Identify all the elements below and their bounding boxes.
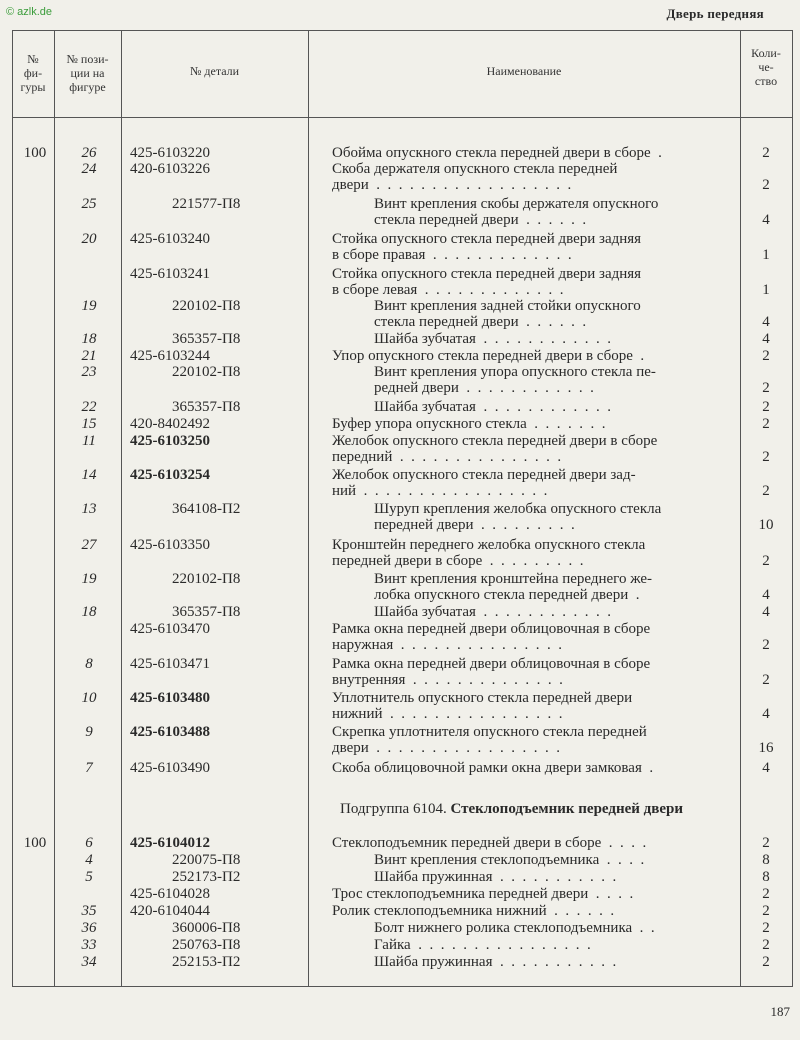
position-number: 9	[85, 724, 93, 740]
quantity-value: 4	[762, 604, 770, 620]
quantity-value	[744, 537, 788, 553]
quantity-value: 2	[762, 835, 770, 851]
detail-number: 420-8402492	[130, 416, 210, 432]
part-name-line: нижний . . . . . . . . . . . . . . . .	[332, 706, 563, 722]
quantity-value: 2	[762, 399, 770, 415]
position-number: 10	[81, 690, 97, 706]
quantity-value: 8	[762, 869, 770, 885]
part-name-line: Винт крепления кронштейна переднего же-	[374, 571, 653, 587]
part-name	[332, 433, 736, 465]
detail-number: 220102-П8	[172, 571, 241, 587]
position-number: 4	[85, 852, 93, 868]
header-name: Наименование	[486, 64, 562, 78]
quantity	[744, 399, 788, 415]
quantity-value	[744, 231, 788, 247]
part-name-line: Гайка . . . . . . . . . . . . . . . .	[374, 937, 591, 953]
quantity-value	[744, 266, 788, 282]
position-number: 14	[81, 467, 97, 483]
quantity	[744, 760, 788, 776]
position-number: 18	[81, 331, 97, 347]
table-header-rule	[12, 117, 792, 118]
part-name-line: Рамка окна передней двери облицовочная в сборе	[332, 621, 651, 637]
detail-number: 425-6103471	[130, 656, 210, 672]
quantity	[744, 467, 788, 499]
detail-number: 425-6103480	[130, 690, 210, 706]
quantity	[744, 196, 788, 228]
part-name-line: стекла передней двери . . . . . .	[374, 212, 587, 228]
part-name	[332, 760, 736, 776]
detail-number: 425-6103220	[130, 145, 210, 161]
quantity	[744, 903, 788, 919]
subgroup-label: Подгруппа 6104.	[340, 801, 447, 817]
position-number: 5	[85, 869, 93, 885]
detail-number: 365357-П8	[172, 604, 241, 620]
part-name-line: Стойка опускного стекла передней двери задняя	[332, 231, 642, 247]
detail-number: 252173-П2	[172, 869, 241, 885]
header-detail-number: № детали	[189, 64, 240, 78]
detail-number: 425-6103470	[130, 621, 210, 637]
quantity-value	[744, 501, 788, 517]
part-name-line: Стойка опускного стекла передней двери задняя	[332, 266, 642, 282]
quantity	[744, 161, 788, 193]
quantity	[744, 331, 788, 347]
figure-number: 100	[23, 145, 47, 161]
part-name-line: в сборе правая . . . . . . . . . . . . .	[332, 247, 572, 263]
detail-number: 425-6103240	[130, 231, 210, 247]
part-name-line: Уплотнитель опускного стекла передней двери	[332, 690, 633, 706]
quantity-value: 2	[762, 672, 770, 688]
part-name-line: Скрепка уплотнителя опускного стекла передней	[332, 724, 647, 740]
part-name	[332, 724, 736, 756]
quantity-value: 4	[762, 706, 770, 722]
part-name-line: Буфер упора опускного стекла . . . . . . .	[332, 416, 606, 432]
quantity	[744, 724, 788, 756]
position-number: 33	[81, 937, 97, 953]
quantity-value	[744, 196, 788, 212]
quantity	[744, 266, 788, 298]
part-name-line: Скоба держателя опускного стекла передней	[332, 161, 618, 177]
part-name	[332, 903, 736, 919]
part-name-line: Трос стеклоподъемника передней двери . . . .	[332, 886, 634, 902]
detail-number: 420-6103226	[130, 161, 210, 177]
quantity	[744, 537, 788, 569]
table-left-border	[12, 30, 13, 987]
table-right-border	[792, 30, 793, 987]
position-number: 36	[81, 920, 97, 936]
quantity	[744, 348, 788, 364]
part-name	[374, 852, 736, 868]
quantity-value: 2	[762, 954, 770, 970]
quantity-value: 10	[758, 517, 774, 533]
part-name-line: Винт крепления упора опускного стекла пе-	[374, 364, 656, 380]
quantity-value	[744, 298, 788, 314]
position-number: 26	[81, 145, 97, 161]
quantity	[744, 145, 788, 161]
detail-number: 364108-П2	[172, 501, 241, 517]
part-name	[374, 937, 736, 953]
part-name-line: Кронштейн переднего желобка опускного стекла	[332, 537, 646, 553]
part-name-line: стекла передней двери . . . . . .	[374, 314, 587, 330]
position-number: 27	[81, 537, 97, 553]
quantity-value: 2	[762, 348, 770, 364]
part-name-line: Шуруп крепления желобка опускного стекла	[374, 501, 662, 517]
quantity	[744, 920, 788, 936]
part-name	[374, 571, 736, 603]
watermark: © azlk.de	[6, 6, 53, 18]
quantity-value: 2	[762, 937, 770, 953]
part-name-line: передний . . . . . . . . . . . . . . .	[332, 449, 562, 465]
part-name	[332, 266, 736, 298]
part-name-line: передней двери . . . . . . . . .	[374, 517, 575, 533]
detail-number: 420-6104044	[130, 903, 210, 919]
header-figure-number: № фи- гуры	[20, 52, 46, 94]
quantity-value: 2	[762, 380, 770, 396]
position-number: 18	[81, 604, 97, 620]
part-name-line: Шайба зубчатая . . . . . . . . . . . .	[374, 399, 611, 415]
part-name	[332, 416, 736, 432]
part-name-line: ний . . . . . . . . . . . . . . . . .	[332, 483, 548, 499]
position-number: 21	[81, 348, 97, 364]
quantity-value	[744, 571, 788, 587]
quantity-value: 1	[762, 247, 770, 263]
part-name	[332, 690, 736, 722]
quantity-value: 1	[762, 282, 770, 298]
part-name	[374, 501, 736, 533]
position-number: 34	[81, 954, 97, 970]
part-name-line: Желобок опускного стекла передней двери в сборе	[332, 433, 658, 449]
part-name-line: двери . . . . . . . . . . . . . . . . . .	[332, 177, 572, 193]
part-name-line: Шайба пружинная . . . . . . . . . . .	[374, 869, 617, 885]
quantity	[744, 835, 788, 851]
detail-number: 425-6103254	[130, 467, 210, 483]
quantity-value	[744, 724, 788, 740]
quantity-value	[744, 161, 788, 177]
detail-number: 220102-П8	[172, 364, 241, 380]
position-number: 6	[85, 835, 93, 851]
part-name	[332, 231, 736, 263]
detail-number: 425-6103244	[130, 348, 210, 364]
part-name	[374, 869, 736, 885]
part-name-line: Винт крепления задней стойки опускного	[374, 298, 641, 314]
position-number: 25	[81, 196, 97, 212]
subgroup-title: Стеклоподъемник передней двери	[450, 801, 683, 817]
quantity-value: 4	[762, 212, 770, 228]
part-name	[332, 348, 736, 364]
part-name	[332, 621, 736, 653]
position-number: 7	[85, 760, 93, 776]
quantity-value: 2	[762, 177, 770, 193]
column-divider	[121, 30, 122, 987]
quantity	[744, 621, 788, 653]
detail-number: 365357-П8	[172, 399, 241, 415]
quantity	[744, 886, 788, 902]
quantity-value: 8	[762, 852, 770, 868]
detail-number: 220102-П8	[172, 298, 241, 314]
header-position-number: № пози- ции на фигуре	[66, 52, 109, 94]
quantity-value: 4	[762, 587, 770, 603]
part-name-line: Упор опускного стекла передней двери в сборе .	[332, 348, 645, 364]
column-divider	[740, 30, 741, 987]
quantity-value: 2	[762, 637, 770, 653]
quantity-value	[744, 364, 788, 380]
quantity-value: 16	[758, 740, 774, 756]
quantity-value	[744, 656, 788, 672]
quantity-value: 2	[762, 416, 770, 432]
quantity-value: 2	[762, 553, 770, 569]
quantity	[744, 433, 788, 465]
position-number: 15	[81, 416, 97, 432]
detail-number: 425-6103490	[130, 760, 210, 776]
quantity-value	[744, 621, 788, 637]
column-divider	[54, 30, 55, 987]
detail-number: 252153-П2	[172, 954, 241, 970]
table-top-rule	[12, 30, 792, 31]
quantity	[744, 954, 788, 970]
part-name	[374, 364, 736, 396]
quantity	[744, 364, 788, 396]
part-name-line: передней двери в сборе . . . . . . . . .	[332, 553, 584, 569]
detail-number: 250763-П8	[172, 937, 241, 953]
quantity	[744, 571, 788, 603]
quantity-value	[744, 467, 788, 483]
detail-number: 425-6103350	[130, 537, 210, 553]
part-name	[374, 399, 736, 415]
quantity	[744, 937, 788, 953]
quantity-value: 2	[762, 920, 770, 936]
detail-number: 425-6103488	[130, 724, 210, 740]
part-name-line: Стеклоподъемник передней двери в сборе . . . .	[332, 835, 647, 851]
quantity	[744, 656, 788, 688]
part-name-line: внутренняя . . . . . . . . . . . . . .	[332, 672, 563, 688]
detail-number: 360006-П8	[172, 920, 241, 936]
part-name-line: лобка опускного стекла передней двери .	[374, 587, 640, 603]
quantity-value	[744, 433, 788, 449]
part-name-line: редней двери . . . . . . . . . . . .	[374, 380, 594, 396]
quantity	[744, 604, 788, 620]
part-name-line: Желобок опускного стекла передней двери зад-	[332, 467, 636, 483]
position-number: 13	[81, 501, 97, 517]
part-name-line: Шайба пружинная . . . . . . . . . . .	[374, 954, 617, 970]
quantity	[744, 298, 788, 330]
part-name	[374, 920, 736, 936]
part-name	[374, 604, 736, 620]
quantity	[744, 852, 788, 868]
detail-number: 425-6103241	[130, 266, 210, 282]
quantity-value: 2	[762, 903, 770, 919]
part-name	[332, 835, 736, 851]
part-name-line: Ролик стеклоподъемника нижний . . . . . .	[332, 903, 615, 919]
part-name	[374, 954, 736, 970]
position-number: 11	[82, 433, 96, 449]
part-name-line: Рамка окна передней двери облицовочная в сборе	[332, 656, 651, 672]
position-number: 23	[81, 364, 97, 380]
part-name-line: Болт нижнего ролика стеклоподъемника . .	[374, 920, 655, 936]
quantity-value	[744, 690, 788, 706]
quantity	[744, 690, 788, 722]
figure-number: 100	[23, 835, 47, 851]
column-divider	[308, 30, 309, 987]
quantity-value: 4	[762, 760, 770, 776]
position-number: 20	[81, 231, 97, 247]
part-name	[374, 298, 736, 330]
part-name	[332, 467, 736, 499]
part-name	[332, 161, 736, 193]
position-number: 22	[81, 399, 97, 415]
header-quantity: Коли- че- ство	[751, 46, 781, 88]
position-number: 24	[81, 161, 97, 177]
part-name	[332, 656, 736, 688]
section-title: Дверь передняя	[666, 6, 764, 21]
part-name-line: в сборе левая . . . . . . . . . . . . .	[332, 282, 564, 298]
part-name	[374, 196, 736, 228]
part-name-line: Обойма опускного стекла передней двери в сборе .	[332, 145, 662, 161]
part-name-line: Винт крепления стеклоподъемника . . . .	[374, 852, 645, 868]
quantity	[744, 416, 788, 432]
page-number: 187	[770, 1004, 790, 1019]
detail-number: 221577-П8	[172, 196, 241, 212]
table-bottom-rule	[12, 986, 792, 987]
quantity	[744, 869, 788, 885]
quantity-value: 2	[762, 145, 770, 161]
quantity-value: 4	[762, 314, 770, 330]
position-number: 8	[85, 656, 93, 672]
quantity-value: 2	[762, 449, 770, 465]
part-name-line: Винт крепления скобы держателя опускного	[374, 196, 659, 212]
part-name	[332, 886, 736, 902]
detail-number: 425-6104012	[130, 835, 210, 851]
part-name-line: наружная . . . . . . . . . . . . . . .	[332, 637, 562, 653]
part-name	[332, 145, 736, 161]
part-name-line: Скоба облицовочной рамки окна двери замковая .	[332, 760, 654, 776]
quantity-value: 4	[762, 331, 770, 347]
detail-number: 425-6103250	[130, 433, 210, 449]
position-number: 19	[81, 298, 97, 314]
detail-number: 365357-П8	[172, 331, 241, 347]
quantity-value: 2	[762, 886, 770, 902]
quantity-value: 2	[762, 483, 770, 499]
quantity	[744, 501, 788, 533]
part-name	[332, 537, 736, 569]
part-name-line: двери . . . . . . . . . . . . . . . . .	[332, 740, 561, 756]
position-number: 35	[81, 903, 97, 919]
detail-number: 425-6104028	[130, 886, 210, 902]
detail-number: 220075-П8	[172, 852, 241, 868]
part-name-line: Шайба зубчатая . . . . . . . . . . . .	[374, 331, 611, 347]
position-number: 19	[81, 571, 97, 587]
part-name-line: Шайба зубчатая . . . . . . . . . . . .	[374, 604, 611, 620]
quantity	[744, 231, 788, 263]
part-name	[374, 331, 736, 347]
